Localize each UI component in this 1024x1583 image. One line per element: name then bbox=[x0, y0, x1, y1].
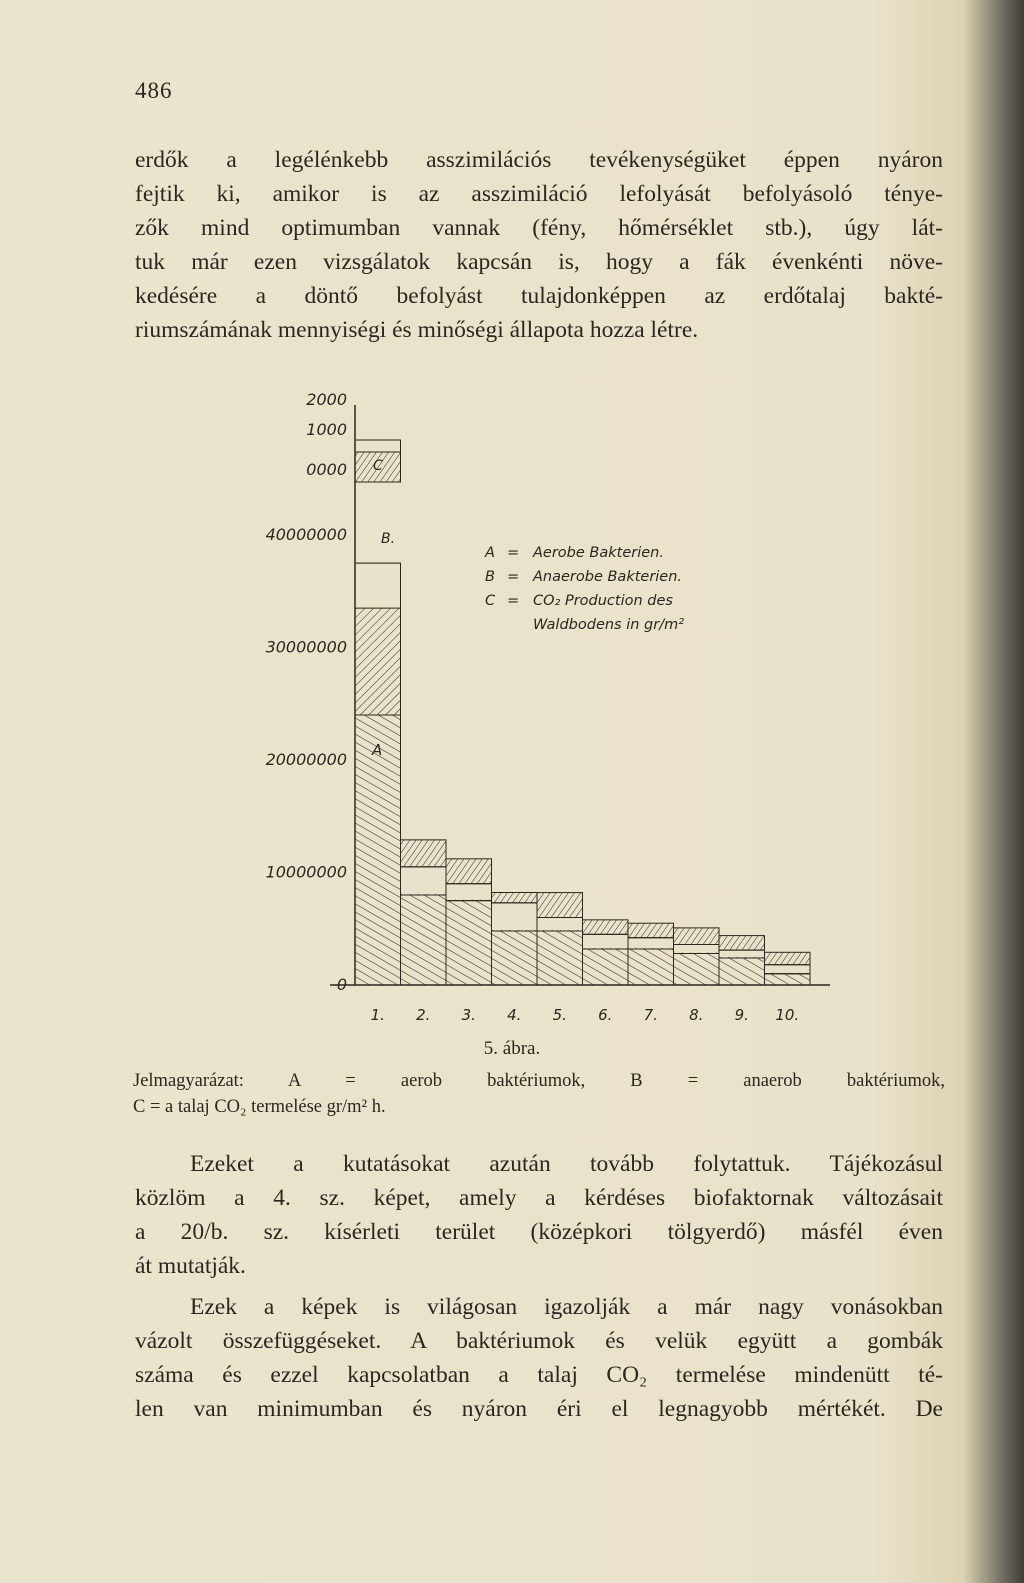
x-tick-label: 3. bbox=[461, 1006, 476, 1024]
text-line: fejtik ki, amikor is az asszimiláció lefolyását befolyásoló ténye- bbox=[135, 181, 943, 207]
bar-segment-aerobe bbox=[674, 954, 720, 986]
legend-equals: = bbox=[507, 569, 520, 585]
bar-segment-anaerobe-fill bbox=[355, 563, 401, 608]
y-tick-label-co2: 1000 bbox=[306, 420, 347, 439]
text-line: száma és ezzel kapcsolatban a talaj CO₂ termelése mindenütt té- bbox=[135, 1362, 943, 1388]
x-tick-label: 10. bbox=[775, 1006, 800, 1024]
bar-segment-aerobe bbox=[583, 949, 629, 985]
caption-line: Jelmagyarázat: A = aerob baktériumok, B = anaerob baktériumok, bbox=[133, 1071, 945, 1091]
bar-segment-anaerobe-fill bbox=[583, 934, 629, 948]
bar-segment-co2 bbox=[446, 859, 492, 884]
series-label-a: A bbox=[372, 741, 383, 759]
bar-segment-anaerobe-fill bbox=[537, 918, 583, 931]
text-line: len van minimumban és nyáron éri el legnagyobb mértékét. De bbox=[135, 1396, 943, 1422]
legend bbox=[484, 545, 684, 633]
bar-segment-co2 bbox=[537, 893, 583, 918]
text-line: Ezek a képek is világosan igazolják a már nagy vonásokban bbox=[190, 1294, 943, 1320]
figure-caption-legend bbox=[133, 1068, 945, 1120]
y-tick-label: 0 bbox=[336, 975, 347, 994]
text-line: a 20/b. sz. kísérleti terület (középkori tölgyerdő) másfél éven bbox=[135, 1219, 943, 1245]
bar-segment-aerobe bbox=[719, 958, 765, 985]
x-tick-label: 9. bbox=[734, 1006, 749, 1024]
bar-segment-co2 bbox=[401, 840, 447, 867]
bar-segment-aerobe bbox=[628, 949, 674, 985]
x-tick-label: 1. bbox=[370, 1006, 385, 1024]
legend-entry: CO₂ Production des bbox=[533, 593, 673, 609]
page-number: 486 bbox=[135, 78, 173, 103]
x-tick-label: 7. bbox=[643, 1006, 658, 1024]
bar-segment-anaerobe-fill bbox=[446, 884, 492, 900]
bar-segment-co2 bbox=[492, 892, 538, 902]
y-tick-label-co2: 2000 bbox=[306, 390, 347, 409]
text-line: közlöm a 4. sz. képet, amely a kérdéses biofaktornak változásait bbox=[135, 1185, 943, 1211]
legend-key: C bbox=[485, 593, 496, 609]
bar-segment-anaerobe-fill bbox=[628, 938, 674, 948]
text-line: át mutatják. bbox=[135, 1253, 246, 1279]
series-label-b: B. bbox=[381, 531, 396, 547]
bars-layer bbox=[355, 440, 810, 985]
bar-segment-anaerobe-fill bbox=[719, 950, 765, 957]
bar-segment-aerobe bbox=[401, 895, 447, 985]
y-tick-label: 30000000 bbox=[265, 637, 347, 657]
text-line: Ezeket a kutatásokat azután tovább folytattuk. Tájékozásul bbox=[190, 1151, 943, 1177]
legend-entry: Anaerobe Bakterien. bbox=[533, 569, 683, 585]
bar-segment-aerobe bbox=[446, 901, 492, 985]
bar-segment-anaerobe-fill bbox=[674, 945, 720, 953]
bar-segment-co2 bbox=[674, 928, 720, 945]
x-tick-label: 4. bbox=[507, 1006, 522, 1024]
series-label-c: C bbox=[373, 458, 383, 474]
bar-segment-aerobe bbox=[537, 931, 583, 985]
bar-segment-aerobe bbox=[492, 931, 538, 985]
legend-entry: Waldbodens in gr/m² bbox=[533, 617, 685, 633]
text-line: riumszámának mennyiségi és minőségi állapota hozza létre. bbox=[135, 317, 699, 343]
y-tick-label-co2: 0000 bbox=[306, 460, 347, 479]
text-line: vázolt összefüggéseket. A baktériumok és velük együtt a gombák bbox=[135, 1328, 943, 1354]
text-line: tuk már ezen vizsgálatok kapcsán is, hogy a fák évenkénti növe- bbox=[135, 249, 943, 275]
paragraph-intro bbox=[135, 143, 943, 347]
y-tick-label: 10000000 bbox=[265, 862, 347, 882]
text-line: kedésére a döntő befolyást tulajdonképpen az erdőtalaj bakté- bbox=[135, 283, 943, 309]
bar-segment-co2 bbox=[719, 936, 765, 951]
x-tick-label: 8. bbox=[689, 1006, 704, 1024]
y-tick-label: 20000000 bbox=[265, 750, 347, 769]
legend-key: A bbox=[485, 545, 495, 561]
x-tick-label: 6. bbox=[598, 1006, 613, 1024]
y-tick-label: 40000000 bbox=[265, 525, 347, 544]
bar-segment-anaerobe-fill bbox=[765, 965, 811, 973]
text-line: erdők a legélénkebb asszimilációs tevékenységüket éppen nyáron bbox=[135, 147, 943, 173]
text-line: zők mind optimumban vannak (fény, hőmérséklet stb.), úgy lát- bbox=[135, 215, 943, 241]
bar-segment-aerobe bbox=[765, 974, 811, 985]
legend-key: B bbox=[485, 569, 495, 585]
caption-line: C = a talaj CO₂ termelése gr/m² h. bbox=[133, 1097, 386, 1117]
bar-segment-co2 bbox=[765, 952, 811, 964]
bar-segment-co2 bbox=[628, 923, 674, 938]
x-tick-label: 5. bbox=[552, 1006, 567, 1024]
legend-equals: = bbox=[507, 545, 520, 561]
paragraph-research bbox=[135, 1147, 943, 1283]
paragraph-conclusion bbox=[135, 1290, 943, 1426]
bar-segment-anaerobe-fill bbox=[401, 867, 447, 894]
bacteria-bar-chart bbox=[240, 385, 840, 1025]
bar-segment-co2 bbox=[583, 920, 629, 935]
legend-entry: Aerobe Bakterien. bbox=[533, 545, 664, 561]
legend-equals: = bbox=[507, 593, 520, 609]
figure-caption-title: 5. ábra. bbox=[483, 1038, 541, 1059]
bar-segment-anaerobe-fill bbox=[492, 903, 538, 930]
x-tick-label: 2. bbox=[416, 1006, 431, 1024]
